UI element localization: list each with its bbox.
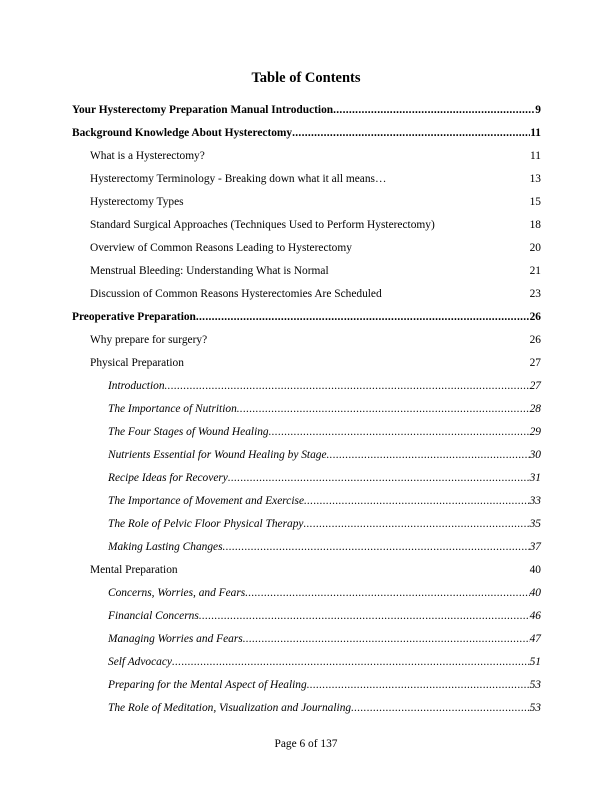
toc-entry-page-number: 23 xyxy=(529,288,541,300)
toc-entry-label: Introduction xyxy=(108,380,165,392)
dot-leader xyxy=(243,633,530,645)
toc-entry-page-number: 33 xyxy=(529,495,541,507)
toc-entry-page-number: 26 xyxy=(529,334,541,346)
toc-entry-page-number: 9 xyxy=(535,104,541,116)
toc-entry-page-number: 31 xyxy=(529,472,541,484)
page-footer: Page 6 of 137 xyxy=(274,738,338,750)
toc-entry[interactable] xyxy=(72,173,541,196)
dot-leader xyxy=(333,104,535,116)
dot-leader xyxy=(196,311,530,323)
toc-entry-label: The Importance of Nutrition xyxy=(108,403,237,415)
toc-entry-label: Self Advocacy xyxy=(108,656,172,668)
toc-entry-page-number: 46 xyxy=(529,610,541,622)
toc-entry[interactable] xyxy=(72,541,541,564)
dot-leader xyxy=(304,518,530,530)
toc-entry-page-number: 20 xyxy=(529,242,541,254)
toc-entry-page-number: 11 xyxy=(530,150,541,162)
toc-entry[interactable] xyxy=(72,426,541,449)
toc-entry-label: The Importance of Movement and Exercise xyxy=(108,495,305,507)
toc-entry-label: Making Lasting Changes xyxy=(108,541,223,553)
toc-entry-label: Overview of Common Reasons Leading to Hysterectomy xyxy=(90,242,352,254)
dot-leader xyxy=(172,656,530,668)
toc-entry-page-number: 35 xyxy=(529,518,541,530)
toc-entry[interactable] xyxy=(72,219,541,242)
toc-entry-label: Hysterectomy Terminology - Breaking down what it all means… xyxy=(90,173,387,185)
dot-leader xyxy=(223,541,530,553)
toc-entry-label: What is a Hysterectomy? xyxy=(90,150,205,162)
dot-leader xyxy=(269,426,530,438)
dot-leader xyxy=(304,495,530,507)
toc-entry-label: Nutrients Essential for Wound Healing by Stage xyxy=(108,449,327,461)
toc-entry[interactable] xyxy=(72,380,541,403)
dot-leader xyxy=(292,127,530,139)
toc-entry-label: Concerns, Worries, and Fears xyxy=(108,587,246,599)
toc-entry[interactable] xyxy=(72,610,541,633)
toc-entry-label: Preparing for the Mental Aspect of Healing xyxy=(108,679,307,691)
toc-entry[interactable] xyxy=(72,495,541,518)
toc-entry[interactable] xyxy=(72,472,541,495)
toc-entry[interactable] xyxy=(72,449,541,472)
toc-entry-label: Preoperative Preparation xyxy=(72,311,196,323)
toc-entry[interactable] xyxy=(72,633,541,656)
dot-leader xyxy=(165,380,530,392)
toc-entry[interactable] xyxy=(72,564,541,587)
toc-entry[interactable] xyxy=(72,587,541,610)
toc-entry[interactable] xyxy=(72,104,541,127)
toc-entry[interactable] xyxy=(72,242,541,265)
toc-entry-page-number: 51 xyxy=(529,656,541,668)
toc-entry-label: Discussion of Common Reasons Hysterectomies Are Scheduled xyxy=(90,288,382,300)
toc-entry-label: Financial Concerns xyxy=(108,610,199,622)
toc-entry-page-number: 27 xyxy=(529,357,541,369)
toc-entry-page-number: 26 xyxy=(529,311,541,323)
toc-entry-page-number: 53 xyxy=(529,679,541,691)
toc-entry[interactable] xyxy=(72,656,541,679)
toc-entry-label: Physical Preparation xyxy=(90,357,184,369)
toc-entry-page-number: 13 xyxy=(529,173,541,185)
toc-entry-page-number: 27 xyxy=(529,380,541,392)
toc-entry-label: The Role of Meditation, Visualization and Journaling xyxy=(108,702,352,714)
toc-entry-page-number: 21 xyxy=(529,265,541,277)
toc-entry[interactable] xyxy=(72,334,541,357)
toc-entry-label: Mental Preparation xyxy=(90,564,178,576)
toc-entry[interactable] xyxy=(72,679,541,702)
toc-entry[interactable] xyxy=(72,288,541,311)
toc-entry-label: Recipe Ideas for Recovery xyxy=(108,472,228,484)
toc-entry[interactable] xyxy=(72,702,541,725)
toc-entry-page-number: 18 xyxy=(529,219,541,231)
page-title: Table of Contents xyxy=(251,70,361,86)
toc-entry[interactable] xyxy=(72,311,541,334)
toc-entry[interactable] xyxy=(72,127,541,150)
dot-leader xyxy=(237,403,530,415)
toc-entry-label: Standard Surgical Approaches (Techniques Used to Perform Hysterectomy) xyxy=(90,219,435,231)
toc-entry-label: Menstrual Bleeding: Understanding What is Normal xyxy=(90,265,329,277)
toc-entry[interactable] xyxy=(72,518,541,541)
toc-entry-page-number: 40 xyxy=(529,564,541,576)
toc-entry-label: The Role of Pelvic Floor Physical Therapy xyxy=(108,518,304,530)
toc-entry[interactable] xyxy=(72,403,541,426)
dot-leader xyxy=(199,610,530,622)
toc-entry-label: Your Hysterectomy Preparation Manual Introduction xyxy=(72,104,334,116)
table-of-contents xyxy=(72,104,541,725)
dot-leader xyxy=(228,472,530,484)
toc-entry-page-number: 37 xyxy=(529,541,541,553)
toc-entry-page-number: 47 xyxy=(529,633,541,645)
toc-entry-label: Why prepare for surgery? xyxy=(90,334,208,346)
toc-entry[interactable] xyxy=(72,150,541,173)
toc-entry-page-number: 28 xyxy=(529,403,541,415)
toc-entry-page-number: 53 xyxy=(529,702,541,714)
dot-leader xyxy=(307,679,530,691)
dot-leader xyxy=(245,587,529,599)
toc-entry-label: Managing Worries and Fears xyxy=(108,633,243,645)
toc-entry-label: The Four Stages of Wound Healing xyxy=(108,426,269,438)
toc-entry-page-number: 15 xyxy=(529,196,541,208)
toc-entry[interactable] xyxy=(72,357,541,380)
toc-entry-page-number: 29 xyxy=(529,426,541,438)
toc-entry-page-number: 30 xyxy=(529,449,541,461)
toc-entry-page-number: 11 xyxy=(530,127,541,139)
dot-leader xyxy=(351,702,530,714)
toc-entry[interactable] xyxy=(72,265,541,288)
toc-entry-label: Hysterectomy Types xyxy=(90,196,184,208)
toc-entry[interactable] xyxy=(72,196,541,219)
toc-entry-label: Background Knowledge About Hysterectomy xyxy=(72,127,293,139)
toc-entry-page-number: 40 xyxy=(529,587,541,599)
dot-leader xyxy=(327,449,530,461)
